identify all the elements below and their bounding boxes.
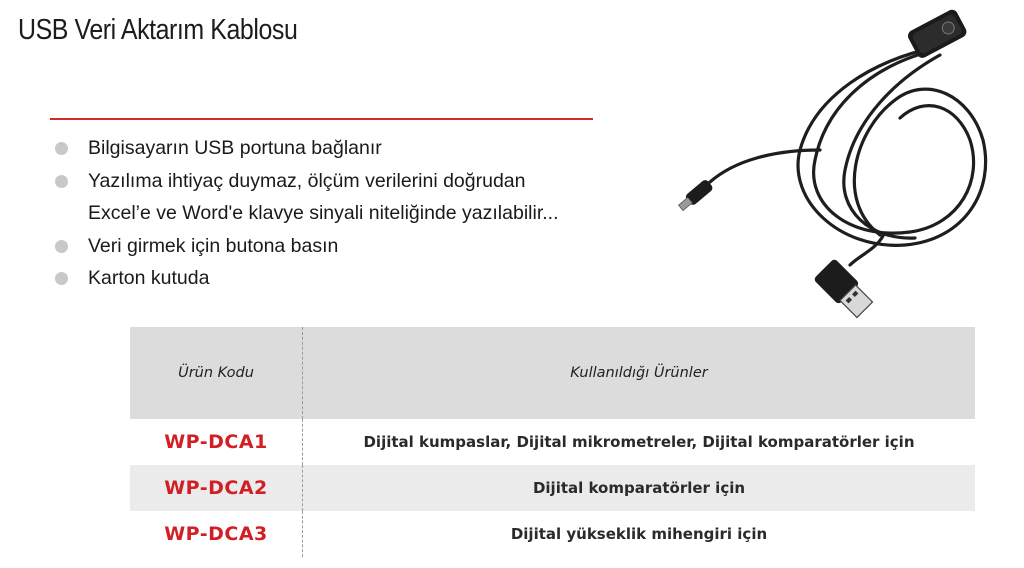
header-product-code: Ürün Kodu xyxy=(130,327,303,419)
usb-cable-icon xyxy=(665,0,1005,330)
feature-item xyxy=(55,230,559,263)
bullet-icon xyxy=(55,142,68,155)
feature-text: Veri girmek için butona basın xyxy=(88,234,339,257)
feature-text: Yazılıma ihtiyaç duymaz, ölçüm verilerini doğrudan xyxy=(88,169,526,192)
product-code: WP-DCA2 xyxy=(130,465,303,511)
bullet-icon xyxy=(55,272,68,285)
table-row xyxy=(130,419,975,465)
feature-item xyxy=(55,132,559,165)
feature-list xyxy=(55,132,559,295)
feature-item xyxy=(55,262,559,295)
product-usage: Dijital komparatörler için xyxy=(303,465,976,511)
product-code: WP-DCA3 xyxy=(130,511,303,557)
product-table xyxy=(130,327,975,557)
product-code: WP-DCA1 xyxy=(130,419,303,465)
red-divider xyxy=(50,118,593,120)
page-title: USB Veri Aktarım Kablosu xyxy=(18,14,298,46)
feature-text: Bilgisayarın USB portuna bağlanır xyxy=(88,137,382,159)
feature-text: Karton kutuda xyxy=(88,267,210,289)
table-header-row xyxy=(130,327,975,419)
table-row xyxy=(130,511,975,557)
feature-item xyxy=(55,165,559,230)
bullet-icon xyxy=(55,240,68,253)
product-usage: Dijital kumpaslar, Dijital mikrometreler, Dijital komparatörler için xyxy=(303,419,976,465)
table-row xyxy=(130,465,975,511)
product-usage: Dijital yükseklik mihengiri için xyxy=(303,511,976,557)
header-used-products: Kullanıldığı Ürünler xyxy=(303,327,976,419)
bullet-icon xyxy=(55,175,68,188)
feature-text-continued: Excel’e ve Word'e klavye sinyali niteliğinde yazılabilir... xyxy=(88,202,559,224)
